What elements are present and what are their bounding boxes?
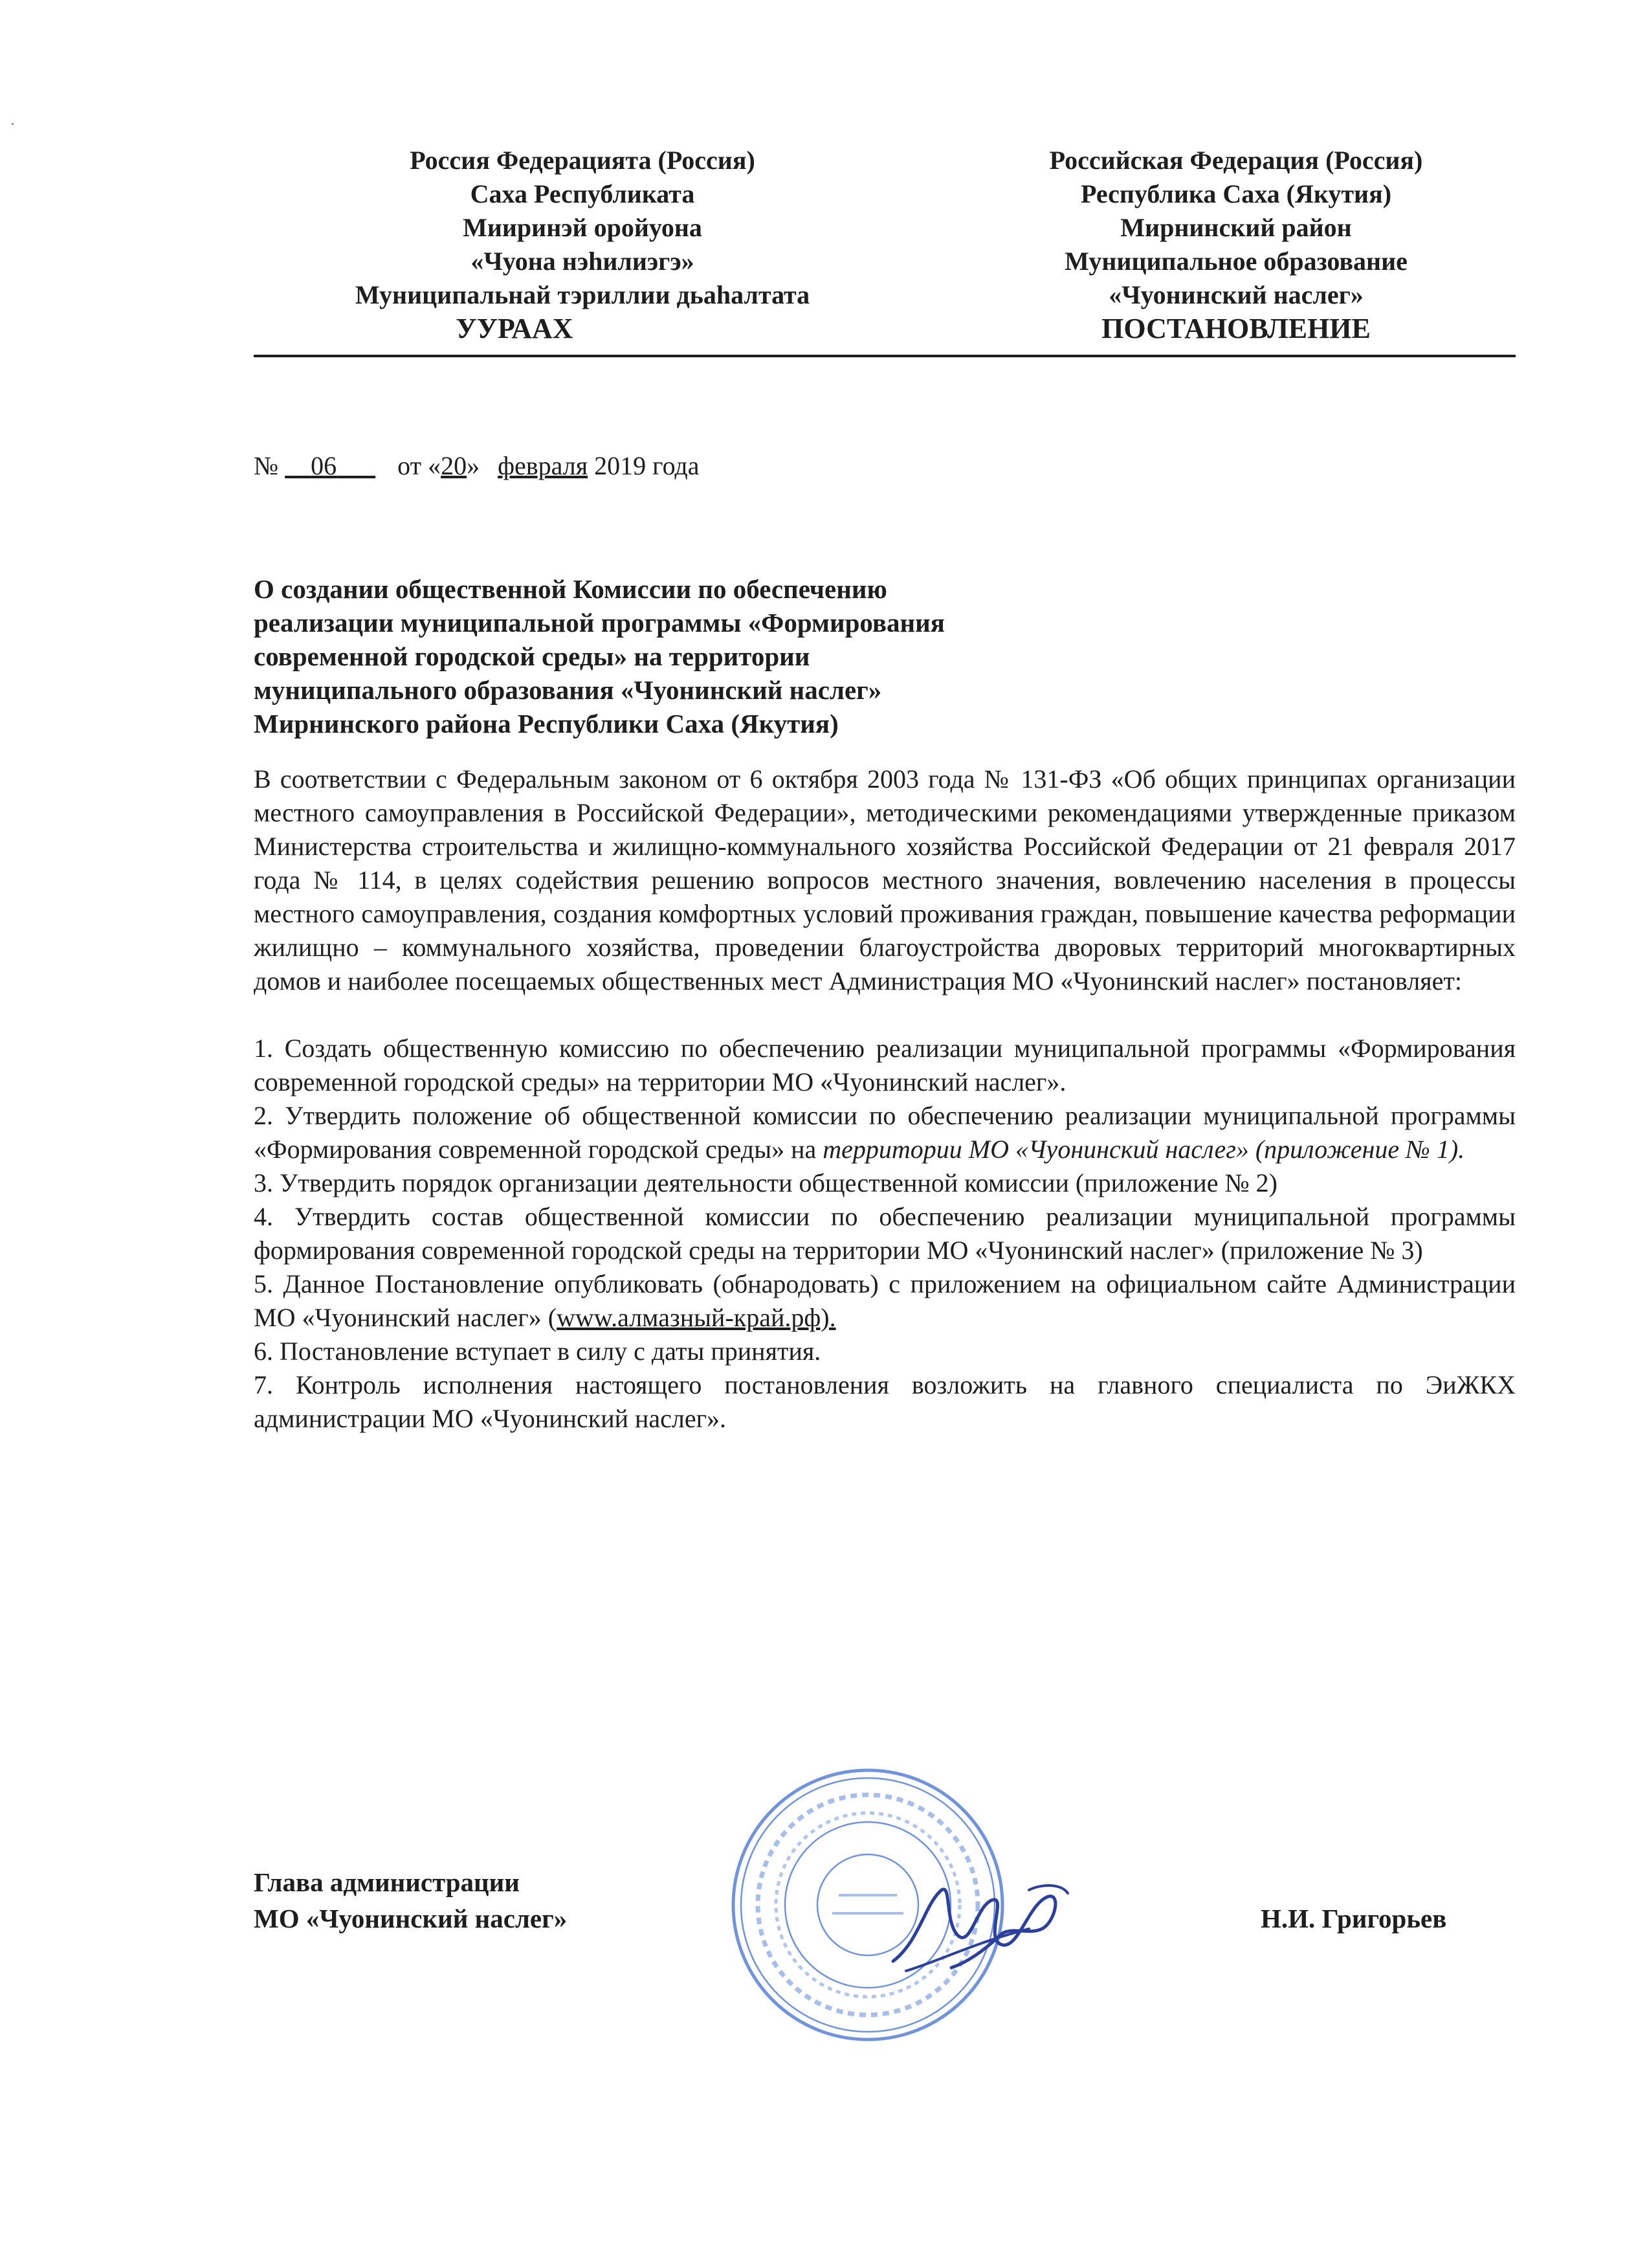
subject-line: муниципального образования «Чуонинский наслег»	[254, 675, 882, 705]
document-number: 06	[311, 451, 337, 480]
resolution-item-7: 7. Контроль исполнения настоящего постановления возложить на главного специалиста по ЭиЖКХ администрации МО «Чуонинский наслег».	[254, 1370, 1516, 1433]
preamble-paragraph: В соответствии с Федеральным законом от 6 октября 2003 года № 131-ФЗ «Об общих принципах организации местного самоуправления в Российской Федерации», методическими рекомендациями утвержденные приказом Министерства строительства и жилищно-коммунального хозяйства Российской Федерации от 21 февраля 2017 года № 114, в целях содействия решению вопросов местного значения, вовлечению населения в процессы местного самоуправления, создания комфортных условий проживания граждан, повышение качества реформации жилищно – коммунального хозяйства, проведении благоустройства дворовых территорий многоквартирных домов и наиболее посещаемых общественных мест Администрация МО «Чуонинский наслег» постановляет:	[254, 764, 1516, 995]
subject-line: Мирнинского района Республики Саха (Якутия)	[254, 709, 839, 739]
header-russian-line: Республика Саха (Якутия)	[1080, 179, 1392, 208]
header-yakut-line: Саха Республиката	[470, 179, 695, 208]
header-russian	[925, 144, 1547, 346]
header-yakut-line: Мииринэй оройуона	[463, 213, 702, 242]
signatory-name: Н.И. Григорьев	[1261, 1904, 1447, 1933]
subject-line: современной городской среды» на территории	[254, 641, 810, 671]
date-day: 20	[441, 451, 467, 480]
handwritten-signature-icon	[880, 1864, 1074, 1994]
header-russian-line: Российская Федерация (Россия)	[1049, 146, 1423, 175]
signatory-title-line: МО «Чуонинский наслег»	[254, 1904, 568, 1933]
resolution-item-3: 3. Утвердить порядок организации деятельности общественной комиссии (приложение № 2)	[254, 1168, 1277, 1197]
date-year: 2019 года	[594, 451, 700, 480]
act-type-yakut: УУРААХ	[456, 313, 573, 344]
resolution-item-2: 2. Утвердить положение об общественной комиссии по обеспечению реализации муниципальной программы «Формирования современной городской среды» на территории МО «Чуонинский наслег» (приложение № 1).	[254, 1101, 1516, 1164]
date-month: февраля	[498, 451, 588, 480]
header-yakut	[252, 144, 912, 346]
header-russian-line: Мирнинский район	[1120, 213, 1352, 242]
scan-speck	[12, 123, 14, 125]
act-type-russian: ПОСТАНОВЛЕНИЕ	[1101, 313, 1371, 344]
number-label: №	[254, 451, 279, 480]
resolution-item-1: 1. Создать общественную комиссию по обеспечению реализации муниципальной программы «Формирования современной городской среды» на территории МО «Чуонинский наслег».	[254, 1034, 1516, 1096]
header-yakut-line: Муниципальнай тэриллии дьаhалтата	[355, 280, 810, 309]
header-yakut-line: Россия Федерацията (Россия)	[410, 146, 755, 175]
document-subject	[254, 572, 945, 740]
subject-line: О создании общественной Комиссии по обеспечению	[254, 574, 887, 604]
resolution-item-6: 6. Постановление вступает в силу с даты принятия.	[254, 1337, 821, 1366]
resolution-item-4: 4. Утвердить состав общественной комиссии по обеспечению реализации муниципальной программы формирования современной городской среды на территории МО «Чуонинский наслег» (приложение № 3)	[254, 1202, 1516, 1265]
document-number-date	[254, 450, 700, 481]
signatory-title-line: Глава администрации	[254, 1867, 520, 1897]
header-yakut-line: «Чуона нэhилиэгэ»	[470, 247, 694, 276]
header-divider	[254, 355, 1516, 357]
date-from-label: от «	[397, 451, 441, 480]
header-russian-line: «Чуонинский наслег»	[1109, 280, 1364, 309]
resolution-item-5: 5. Данное Постановление опубликовать (обнародовать) с приложением на официальном сайте Администрации МО «Чуонинский наслег» (www.алмазный-край.рф).	[254, 1269, 1516, 1332]
document-body	[254, 762, 1516, 1436]
header-russian-line: Муниципальное образование	[1065, 247, 1408, 276]
website-link[interactable]: www.алмазный-край.рф).	[557, 1303, 836, 1332]
date-day-close: »	[467, 451, 480, 480]
subject-line: реализации муниципальной программы «Формирования	[254, 608, 945, 638]
signatory-title	[254, 1864, 567, 1937]
